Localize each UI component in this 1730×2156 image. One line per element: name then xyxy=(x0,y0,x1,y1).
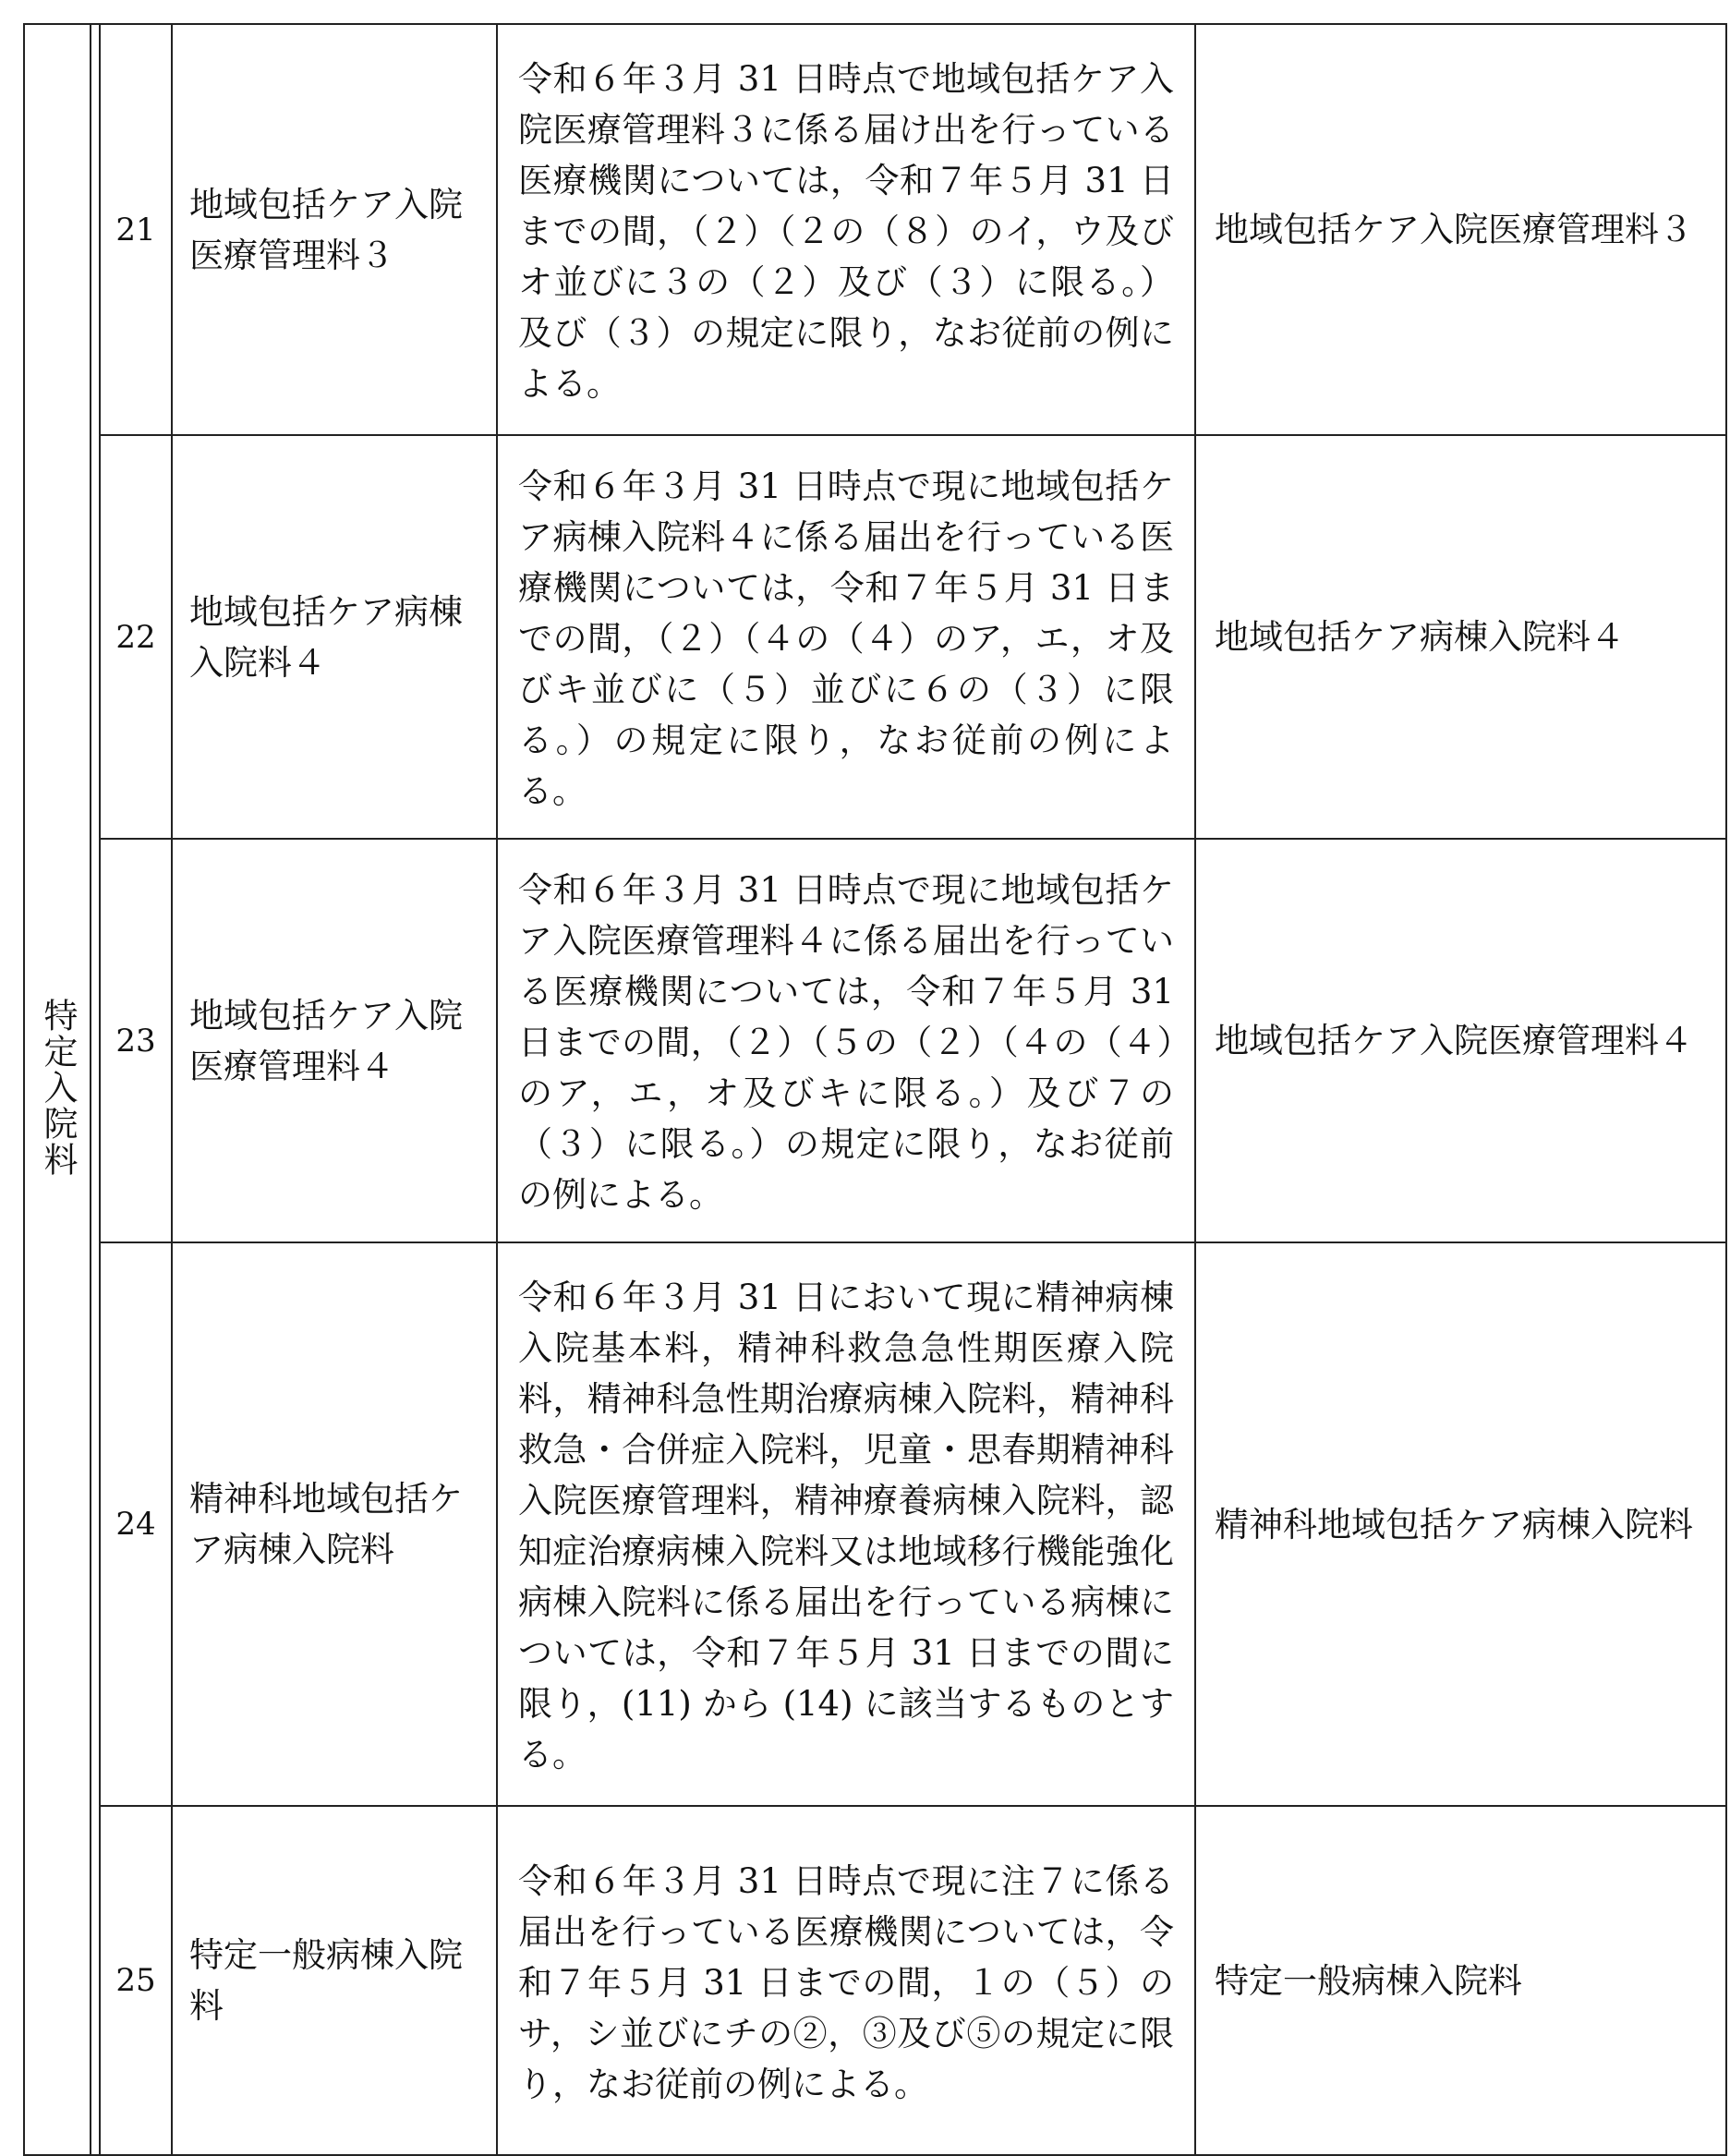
row-number: 22 xyxy=(100,435,172,839)
transition-condition-text: 令和６年３月 31 日時点で現に注７に係る届出を行っている医療機関については，令和７年５月 31 日までの間，１の（５）のサ，シ並びにチの②，③及び⑤の規定に限り，なお従前の例による。 xyxy=(518,1860,1174,2104)
transition-condition-text: 令和６年３月 31 日時点で現に地域包括ケア病棟入院料４に係る届出を行っている医療機関については，令和７年５月 31 日までの間，（２）（４の（４）のア，エ，オ及びキ並びに（５）並びに６の（３）に限る。）の規定に限り，なお従前の例による。 xyxy=(518,466,1174,811)
table-row xyxy=(24,839,1726,1242)
item-name: 地域包括ケア入院医療管理料３ xyxy=(172,24,497,435)
item-name: 特定一般病棟入院料 xyxy=(172,1806,497,2155)
transition-measures-table xyxy=(23,23,1727,2156)
transition-condition xyxy=(497,1242,1195,1806)
applicable-item: 地域包括ケア入院医療管理料４ xyxy=(1195,839,1726,1242)
row-number: 24 xyxy=(100,1242,172,1806)
table-row xyxy=(24,1242,1726,1806)
applicable-item: 特定一般病棟入院料 xyxy=(1195,1806,1726,2155)
row-number: 25 xyxy=(100,1806,172,2155)
table-row xyxy=(24,1806,1726,2155)
row-number: 23 xyxy=(100,839,172,1242)
item-name: 地域包括ケア病棟入院料４ xyxy=(172,435,497,839)
transition-condition xyxy=(497,435,1195,839)
transition-condition xyxy=(497,839,1195,1242)
category-label: 特定入院料 xyxy=(38,998,78,1178)
applicable-item: 精神科地域包括ケア病棟入院料 xyxy=(1195,1242,1726,1806)
item-name: 精神科地域包括ケア病棟入院料 xyxy=(172,1242,497,1806)
applicable-item: 地域包括ケア入院医療管理料３ xyxy=(1195,24,1726,435)
transition-condition xyxy=(497,1806,1195,2155)
category-cell xyxy=(24,24,91,2155)
transition-condition-text: 令和６年３月 31 日時点で現に地域包括ケア入院医療管理料４に係る届出を行っている医療機関については，令和７年５月 31 日までの間，（２）（５の（２）（４の（４）のア，エ，オ及びキに限る。）及び７の（３）に限る。）の規定に限り，なお従前の例による。 xyxy=(518,870,1174,1215)
table-row xyxy=(24,24,1726,435)
applicable-item: 地域包括ケア病棟入院料４ xyxy=(1195,435,1726,839)
transition-condition-text: 令和６年３月 31 日において現に精神病棟入院基本料，精神科救急急性期医療入院料，精神科急性期治療病棟入院料，精神科救急・合併症入院料，児童・思春期精神科入院医療管理料，精神療養病棟入院料，認知症治療病棟入院料又は地域移行機能強化病棟入院料に係る届出を行っている病棟については，令和７年５月 31 日までの間に限り，(11) から (14) に該当するものとする。 xyxy=(518,1278,1174,1774)
transition-condition-text: 令和６年３月 31 日時点で地域包括ケア入院医療管理料３に係る届け出を行っている医療機関については，令和７年５月 31 日までの間，（２）（２の（８）のイ，ウ及びオ並びに３の（２）及び（３）に限る。）及び（３）の規定に限り，なお従前の例による。 xyxy=(518,59,1174,404)
transition-condition xyxy=(497,24,1195,435)
table-row xyxy=(24,435,1726,839)
category-divider xyxy=(91,24,100,2155)
row-number: 21 xyxy=(100,24,172,435)
item-name: 地域包括ケア入院医療管理料４ xyxy=(172,839,497,1242)
